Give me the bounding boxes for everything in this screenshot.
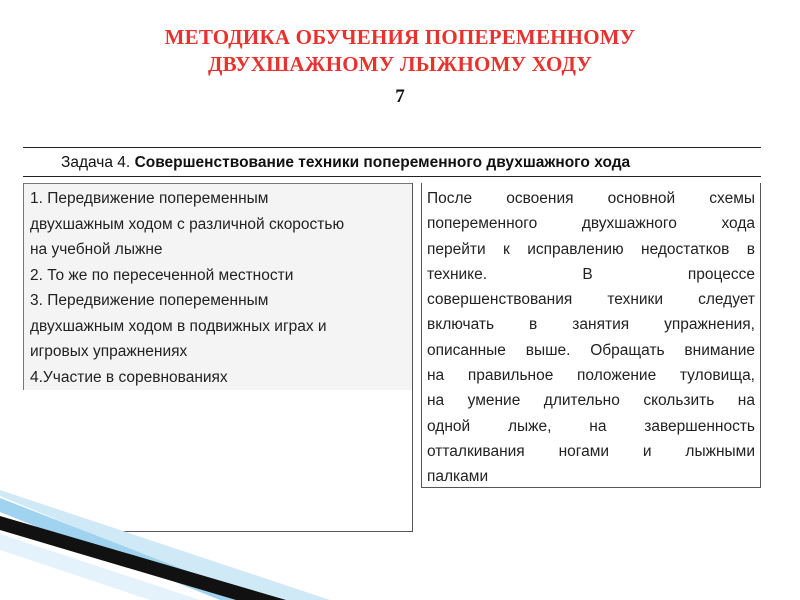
guidance-line: на правильное положение туловища, [427,367,755,385]
task-header-lead: Задача 4. [61,154,131,171]
guidance-line: технике. В процессе [427,265,755,283]
exercise-line: двухшажным ходом с различной скоростью [30,215,345,233]
exercise-line: 2. То же по пересеченной местности [30,266,294,284]
slide-title [0,24,800,78]
guidance-line: перейти к исправлению недостатков в [427,240,755,258]
guidance-line: включать в занятия упражнения, [427,316,755,334]
exercises-list [23,183,412,390]
guidance-line: одной лыже, на завершенность [427,417,755,435]
task-header-title: Совершенствование техники попеременного двухшажного хода [134,154,631,171]
exercise-line: двухшажным ходом в подвижных играх и [30,317,327,335]
guidance-line: совершенствования техники следует [427,291,755,309]
exercises-column [23,183,413,532]
light-blue-stripe [0,490,330,600]
exercise-line: игровых упражнениях [30,343,188,360]
task-table [23,147,761,488]
slide-title-line-1: МЕТОДИКА ОБУЧЕНИЯ ПОПЕРЕМЕННОМУ [164,25,636,49]
guidance-line: отталкивания ногами и лыжными [427,442,755,460]
slide-title-line-2: ДВУХШАЖНОМУ ЛЫЖНОМУ ХОДУ [208,52,592,76]
exercise-line: на учебной лыжне [30,241,163,258]
guidance-column [421,183,761,488]
guidance-text [422,183,760,490]
guidance-line: на умение длительно скользить на [427,392,755,410]
guidance-line: После освоения основной схемы [427,190,755,207]
slide-number: 7 [395,86,405,107]
guidance-line: палками [427,468,489,486]
exercise-line: 4.Участие в соревнованиях [30,368,228,386]
task-header [23,147,761,177]
guidance-line: описанные выше. Обращать внимание [427,341,755,359]
exercise-line: 3. Передвижение попеременным [30,292,269,309]
exercise-line: 1. Передвижение попеременным [30,190,269,207]
guidance-line: попеременного двухшажного хода [427,215,755,233]
decorative-corner-stripes [0,490,800,600]
